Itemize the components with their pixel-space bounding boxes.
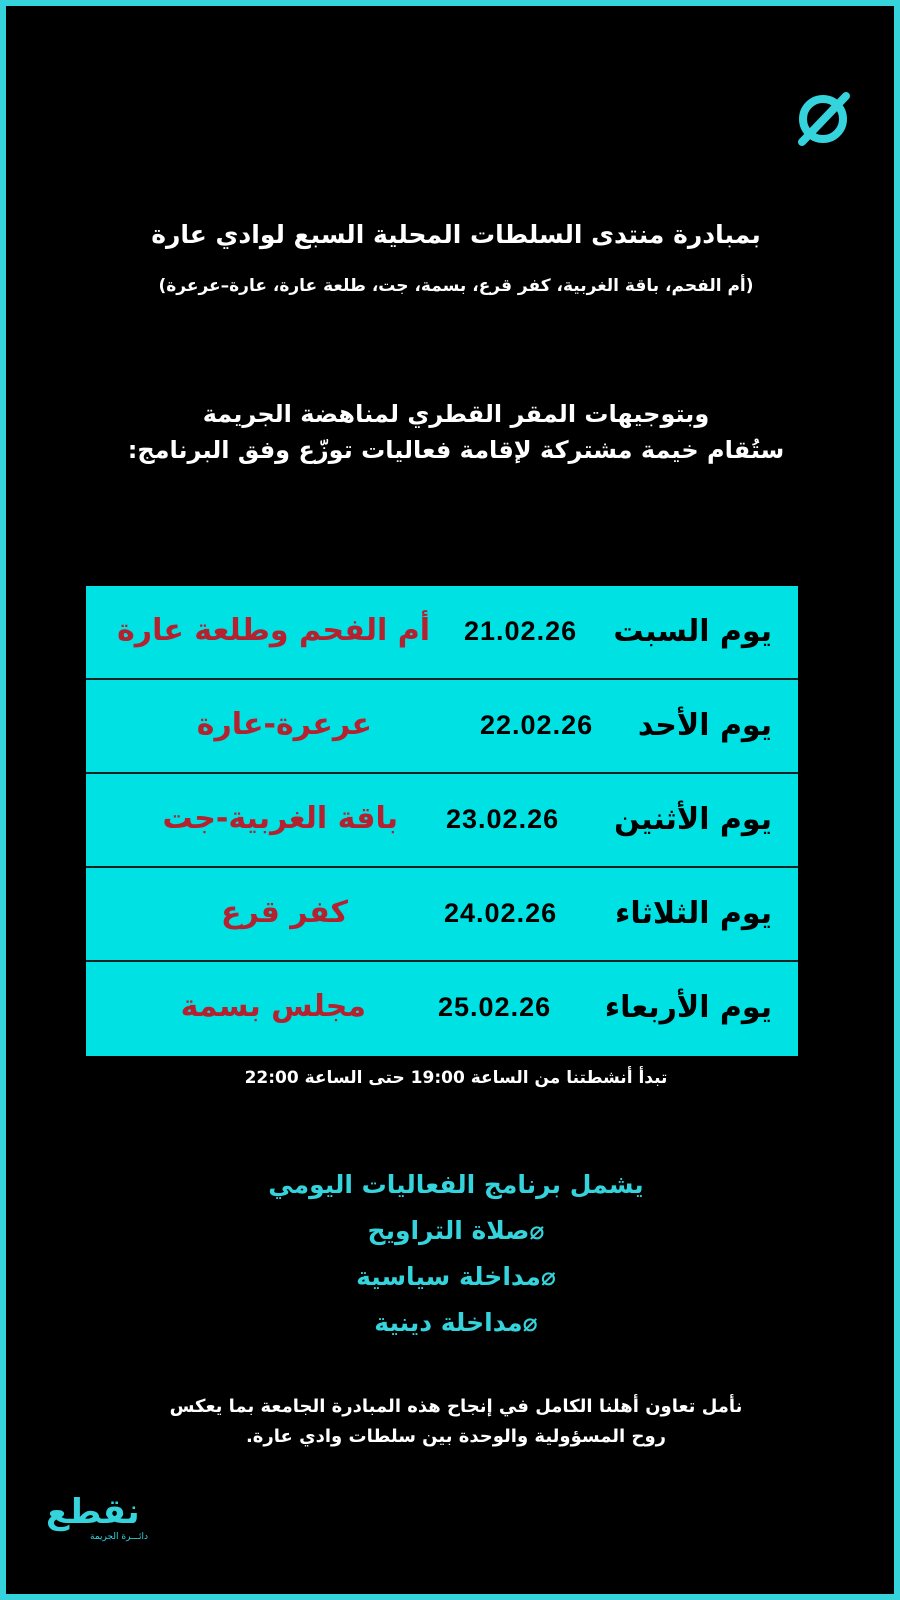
activity-hours: تبدأ أنشطتنا من الساعة 19:00 حتى الساعة 22:00	[244, 1068, 668, 1088]
program-title: يشمل برنامج الفعاليات اليومي	[268, 1170, 644, 1199]
schedule-day: يوم الأربعاء	[604, 990, 772, 1025]
program-item	[156, 1308, 756, 1337]
schedule-date: 21.02.26	[464, 616, 578, 646]
schedule-date: 24.02.26	[444, 898, 558, 928]
closing-message	[56, 1392, 856, 1452]
program-item-label: صلاة التراويح	[367, 1216, 530, 1245]
schedule-row	[86, 868, 798, 962]
intro-announcement	[46, 396, 866, 468]
schedule-day: يوم الثلاثاء	[615, 896, 772, 931]
schedule-date: 25.02.26	[438, 992, 552, 1022]
program-item	[156, 1216, 756, 1245]
intro-headline: بمبادرة منتدى السلطات المحلية السبع لوادي عارة	[151, 220, 761, 249]
intro-guidance: وبتوجيهات المقر القطري لمناهضة الجريمة	[202, 400, 710, 428]
schedule-place: أم الفحم وطلعة عارة	[117, 613, 430, 648]
schedule-place: عرعرة-عارة	[196, 707, 372, 742]
program-item-label: مداخلة دينية	[374, 1308, 523, 1337]
schedule-row	[86, 962, 798, 1056]
schedule-date: 23.02.26	[446, 804, 560, 834]
schedule-row	[86, 774, 798, 868]
program-item-label: مداخلة سياسية	[356, 1262, 541, 1291]
schedule-date: 22.02.26	[480, 710, 594, 740]
schedule-day: يوم الأحد	[637, 708, 772, 743]
brand-tagline: دائـــرة الجريمة	[90, 1532, 149, 1542]
schedule-day: يوم السبت	[613, 614, 772, 649]
intro-tent: ستُقام خيمة مشتركة لإقامة فعاليات توزّع وفق البرنامج:	[127, 436, 785, 464]
program-item	[156, 1262, 756, 1291]
empty-set-icon	[792, 88, 854, 150]
closing-line: روح المسؤولية والوحدة بين سلطات وادي عارة.	[245, 1426, 667, 1447]
empty-set-bullet-icon: ⌀	[540, 1262, 556, 1291]
schedule-row	[86, 586, 798, 680]
schedule-day: يوم الأثنين	[614, 802, 772, 837]
schedule-place: باقة الغربية-جت	[162, 801, 398, 836]
schedule-place: كفر قرع	[221, 895, 348, 930]
schedule-table	[85, 585, 799, 1057]
brand-logo	[46, 1492, 156, 1552]
schedule-row	[86, 680, 798, 774]
empty-set-bullet-icon: ⌀	[522, 1308, 538, 1337]
intro-towns: (أم الفحم، باقة الغربية، كفر قرع، بسمة، جت، طلعة عارة، عارة–عرعرة)	[158, 276, 754, 296]
brand-name: نقطع	[46, 1492, 140, 1532]
empty-set-bullet-icon: ⌀	[529, 1216, 545, 1245]
schedule-place: مجلس بسمة	[180, 989, 366, 1024]
closing-line: نأمل تعاون أهلنا الكامل في إنجاح هذه المبادرة الجامعة بما يعكس	[169, 1396, 743, 1417]
